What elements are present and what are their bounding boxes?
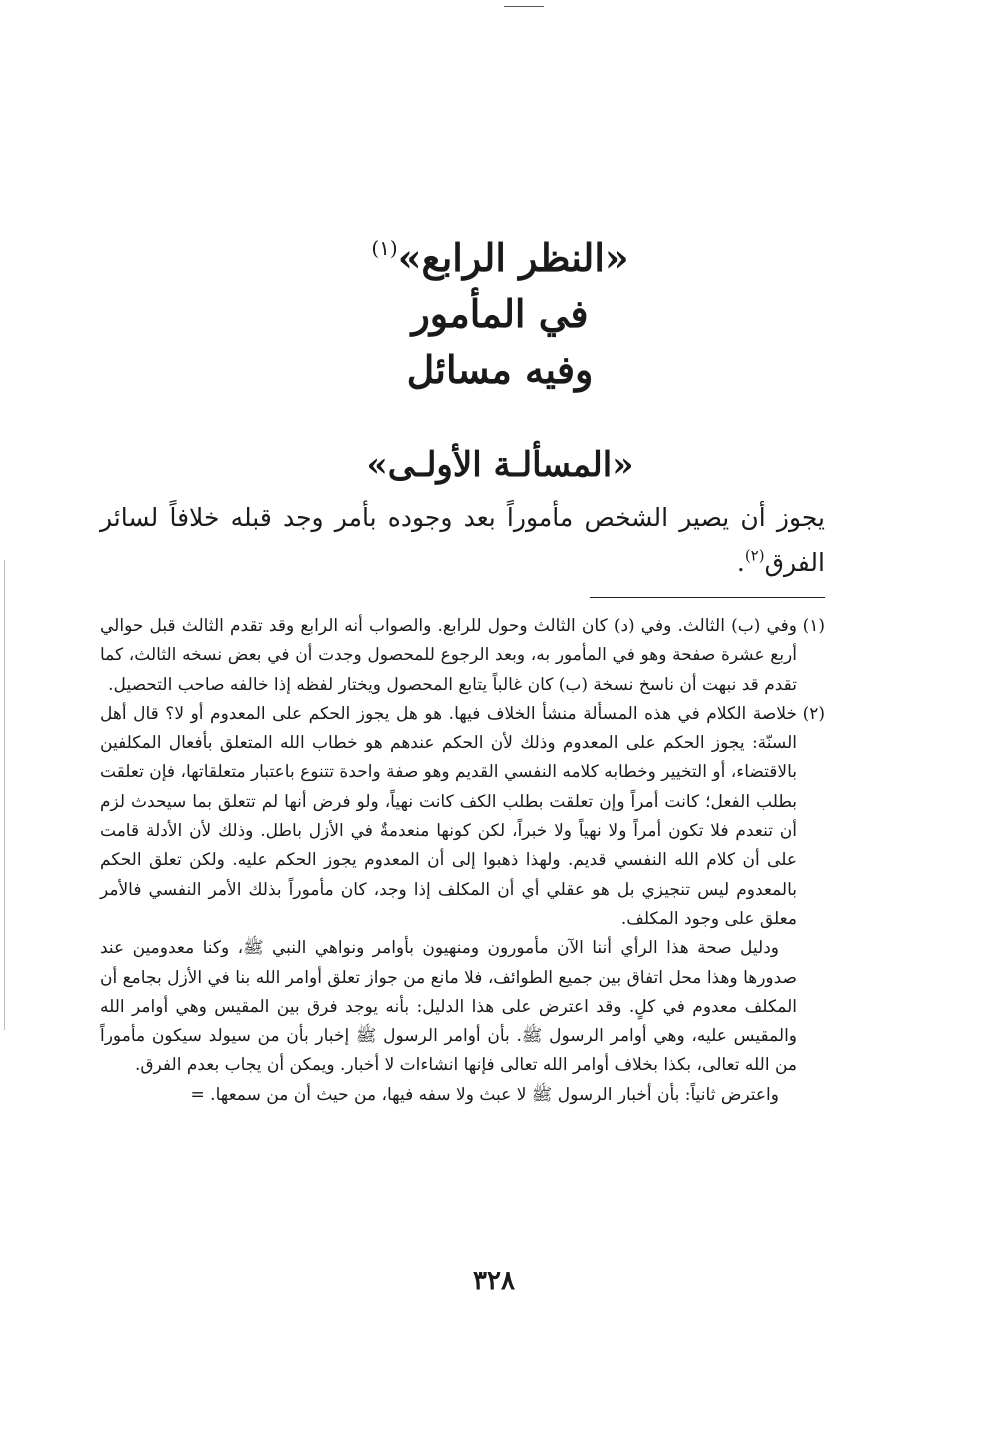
heading-line-2: في المأمور — [411, 291, 589, 336]
scan-edge — [4, 560, 5, 1030]
footnote-paragraph: واعترض ثانياً: بأن أخبار الرسول ﷺ لا عبث ولا سفه فيها، من حيث أن من سمعها. = — [190, 1084, 779, 1105]
page-number: ٣٢٨ — [473, 1266, 515, 1296]
footnote-number: (٢) — [802, 703, 825, 724]
chapter-heading — [250, 230, 750, 398]
top-rule — [504, 6, 544, 7]
heading-line-1 — [250, 230, 750, 286]
footnotes — [100, 612, 825, 1110]
main-text: يجوز أن يصير الشخص مأموراً بعد وجوده بأمر وجد قبله خلافاً لسائر الفرق — [100, 503, 825, 577]
heading-line-3: وفيه مسائل — [406, 347, 594, 392]
section-heading: «المسألـة الأولـى» — [366, 445, 634, 485]
footnote-2 — [100, 700, 825, 1110]
main-text-end: . — [736, 548, 745, 577]
footnote-text: وفي (ب) الثالث. وفي (د) كان الثالث وحول للرابع. والصواب أنه الرابع وقد تقدم الثالث قبل حوالي أربع عشرة صفحة وهو في المأمور به، وبعد الرجوع للمحصول وجدت أن في بعض نسخه الثالث، كما تقدم قد نبهت أن ناسخ نسخة (ب) كان غالباً يتابع المحصول ويختار لفظه إذا خالفه صاحب التحصيل. — [100, 616, 797, 695]
footnote-1 — [100, 612, 825, 700]
heading-footnote-ref: (١) — [371, 236, 398, 260]
main-paragraph — [100, 495, 825, 585]
main-footnote-ref: (٢) — [744, 546, 765, 565]
footnote-text: خلاصة الكلام في هذه المسألة منشأ الخلاف فيها. هو هل يجوز الحكم على المعدوم أو لا؟ قال أهل السنّة: يجوز الحكم على المعدوم وذلك لأن الحكم عندهم هو خطاب الله المتعلق بأفعال المكلفين بالاقتضاء، أو التخيير وخطابه كلامه النفسي القديم وهو صفة واحدة تتنوع باعتبار متعلقاتها، فإن تعلقت بطلب الفعل؛ كانت أمراً وإن تعلقت بطلب الكف كانت نهياً، ولو فرض أنها لم تتعلق بما سيحدث لزم أن تنعدم فلا تكون أمراً ولا نهياً ولا خبراً، لكن كونها منعدمةٌ في الأزل باطل. وذلك لأن الأدلة قامت على أن كلام الله النفسي قديم. ولهذا ذهبوا إلى أن المعدوم يجوز الحكم عليه. ولكن تعلق الحكم بالمعدوم ليس تنجيزي بل هو عقلي أي أن المكلف إذا وجد، كان مأموراً بذلك الأمر النفسي فالأمر معلق على وجود المكلف. — [100, 703, 797, 929]
footnote-paragraph: ودليل صحة هذا الرأي أننا الآن مأمورون ومنهيون بأوامر ونواهي النبي ﷺ، وكنا معدومين عند صدورها وهذا محل اتفاق بين جميع الطوائف، فلا مانع من جواز تعلق أوامر الله بنا في الأزل بجامع أن المكلف معدوم في كلٍ. وقد اعترض على هذا الدليل: بأنه يوجد فرق بين المقيس وهي أوامر الله والمقيس عليه، وهي أوامر الرسول ﷺ. بأن أوامر الرسول ﷺ إخبار بأن من سيولد سيكون مأموراً من الله تعالى، بكذا بخلاف أوامر الله تعالى فإنها انشاءات لا أخبار. ويمكن أن يجاب بعدم الفرق. — [100, 938, 797, 1076]
footnote-separator — [590, 597, 825, 598]
footnote-number: (١) — [802, 616, 825, 636]
heading-title: «النظر الرابع» — [397, 235, 629, 280]
